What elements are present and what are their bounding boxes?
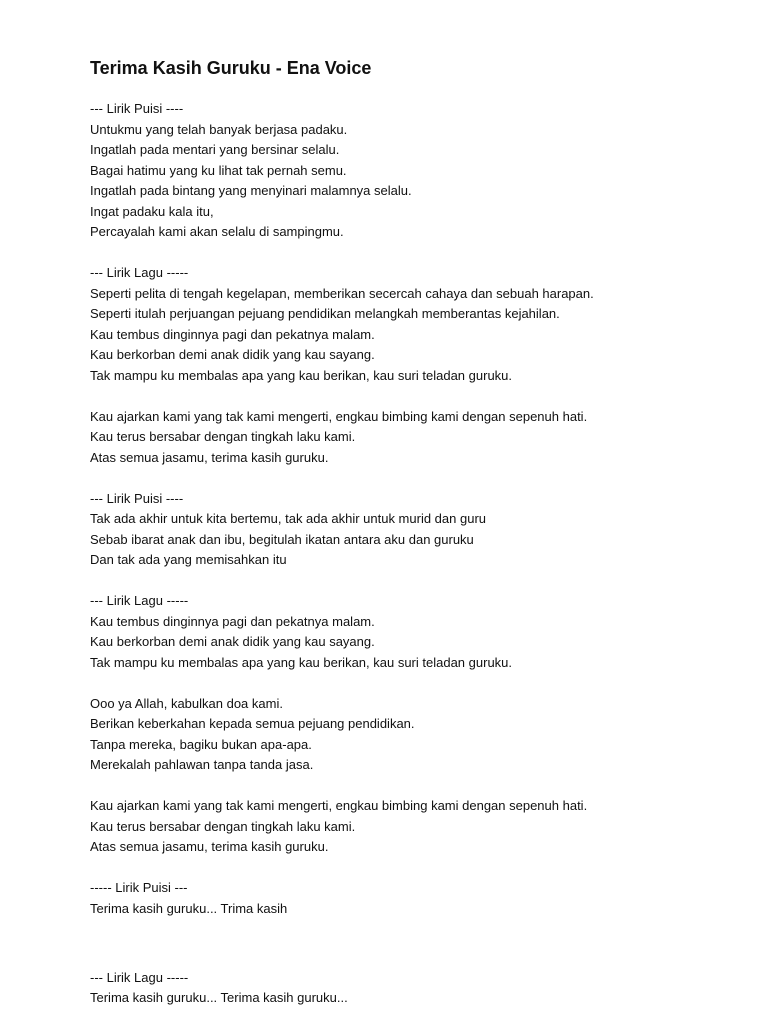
lyric-line: Ooo ya Allah, kabulkan doa kami. xyxy=(90,695,283,711)
section-lagu-1 xyxy=(90,263,740,386)
lyric-line: Atas semua jasamu, terima kasih guruku. xyxy=(90,839,329,854)
paragraph-gap xyxy=(90,243,740,264)
section-label: --- Lirik Puisi ---- xyxy=(90,490,184,506)
paragraph-gap xyxy=(90,947,740,968)
lyric-line: Seperti itulah perjuangan pejuang pendidikan melangkah memberantas kejahilan. xyxy=(90,306,560,321)
lyric-line: Atas semua jasamu, terima kasih guruku. xyxy=(90,449,329,465)
lyric-line: Kau ajarkan kami yang tak kami mengerti, engkau bimbing kami dengan sepenuh hati. xyxy=(90,798,588,813)
paragraph-gap xyxy=(90,776,740,797)
section-reff-2 xyxy=(90,796,740,858)
section-lagu-3 xyxy=(90,968,740,1009)
lyric-line: Terima kasih guruku... Terima kasih guruku... xyxy=(90,990,348,1005)
lyric-line: Kau tembus dinginnya pagi dan pekatnya malam. xyxy=(90,613,375,629)
lyric-line: Tak mampu ku membalas apa yang kau berikan, kau suri teladan guruku. xyxy=(90,654,513,670)
lyric-line: Untukmu yang telah banyak berjasa padaku. xyxy=(90,121,348,137)
lyric-line: Seperti pelita di tengah kegelapan, memberikan secercah cahaya dan sebuah harapan. xyxy=(90,285,594,301)
paragraph-gap xyxy=(90,468,740,489)
paragraph-gap xyxy=(90,673,740,694)
lyric-line: Percayalah kami akan selalu di sampingmu. xyxy=(90,224,344,239)
lyric-line: Ingat padaku kala itu, xyxy=(90,203,214,219)
section-reff-1 xyxy=(90,407,740,469)
section-label: --- Lirik Puisi ---- xyxy=(90,101,184,116)
paragraph-gap xyxy=(90,571,740,592)
lyric-line: Sebab ibarat anak dan ibu, begitulah ikatan antara aku dan guruku xyxy=(90,531,474,547)
lyric-line: Kau terus bersabar dengan tingkah laku kami. xyxy=(90,429,356,444)
lyric-line: Bagai hatimu yang ku lihat tak pernah semu. xyxy=(90,162,347,178)
section-doa xyxy=(90,694,740,776)
lyrics-body xyxy=(90,99,740,1009)
lyric-line: Tak mampu ku membalas apa yang kau berikan, kau suri teladan guruku. xyxy=(90,367,513,383)
paragraph-gap xyxy=(90,858,740,879)
lyric-line: Kau berkorban demi anak didik yang kau sayang. xyxy=(90,347,375,362)
lyric-line: Kau tembus dinginnya pagi dan pekatnya malam. xyxy=(90,326,375,342)
section-label: --- Lirik Lagu ----- xyxy=(90,265,189,280)
lyric-line: Dan tak ada yang memisahkan itu xyxy=(90,552,287,567)
section-puisi-2 xyxy=(90,489,740,571)
paragraph-gap xyxy=(90,386,740,407)
section-label: --- Lirik Lagu ----- xyxy=(90,593,189,608)
lyric-line: Tanpa mereka, bagiku bukan apa-apa. xyxy=(90,736,312,752)
lyric-line: Ingatlah pada bintang yang menyinari malamnya selalu. xyxy=(90,183,412,198)
lyric-line: Tak ada akhir untuk kita bertemu, tak ada akhir untuk murid dan guru xyxy=(90,511,486,526)
lyric-line: Terima kasih guruku... Trima kasih xyxy=(90,900,288,916)
lyric-line: Berikan keberkahan kepada semua pejuang pendidikan. xyxy=(90,716,415,731)
lyric-line: Ingatlah pada mentari yang bersinar selalu. xyxy=(90,142,340,157)
document-title: Terima Kasih Guruku - Ena Voice xyxy=(90,58,372,78)
section-label: --- Lirik Lagu ----- xyxy=(90,969,189,985)
lyric-line: Kau ajarkan kami yang tak kami mengerti, engkau bimbing kami dengan sepenuh hati. xyxy=(90,408,588,424)
section-puisi-1 xyxy=(90,99,740,243)
paragraph-gap xyxy=(90,919,740,947)
lyric-line: Kau berkorban demi anak didik yang kau sayang. xyxy=(90,634,375,649)
section-lagu-2 xyxy=(90,591,740,673)
lyric-line: Kau terus bersabar dengan tingkah laku kami. xyxy=(90,818,356,834)
section-puisi-3 xyxy=(90,878,740,919)
section-label: ----- Lirik Puisi --- xyxy=(90,880,188,895)
lyric-line: Merekalah pahlawan tanpa tanda jasa. xyxy=(90,757,314,772)
